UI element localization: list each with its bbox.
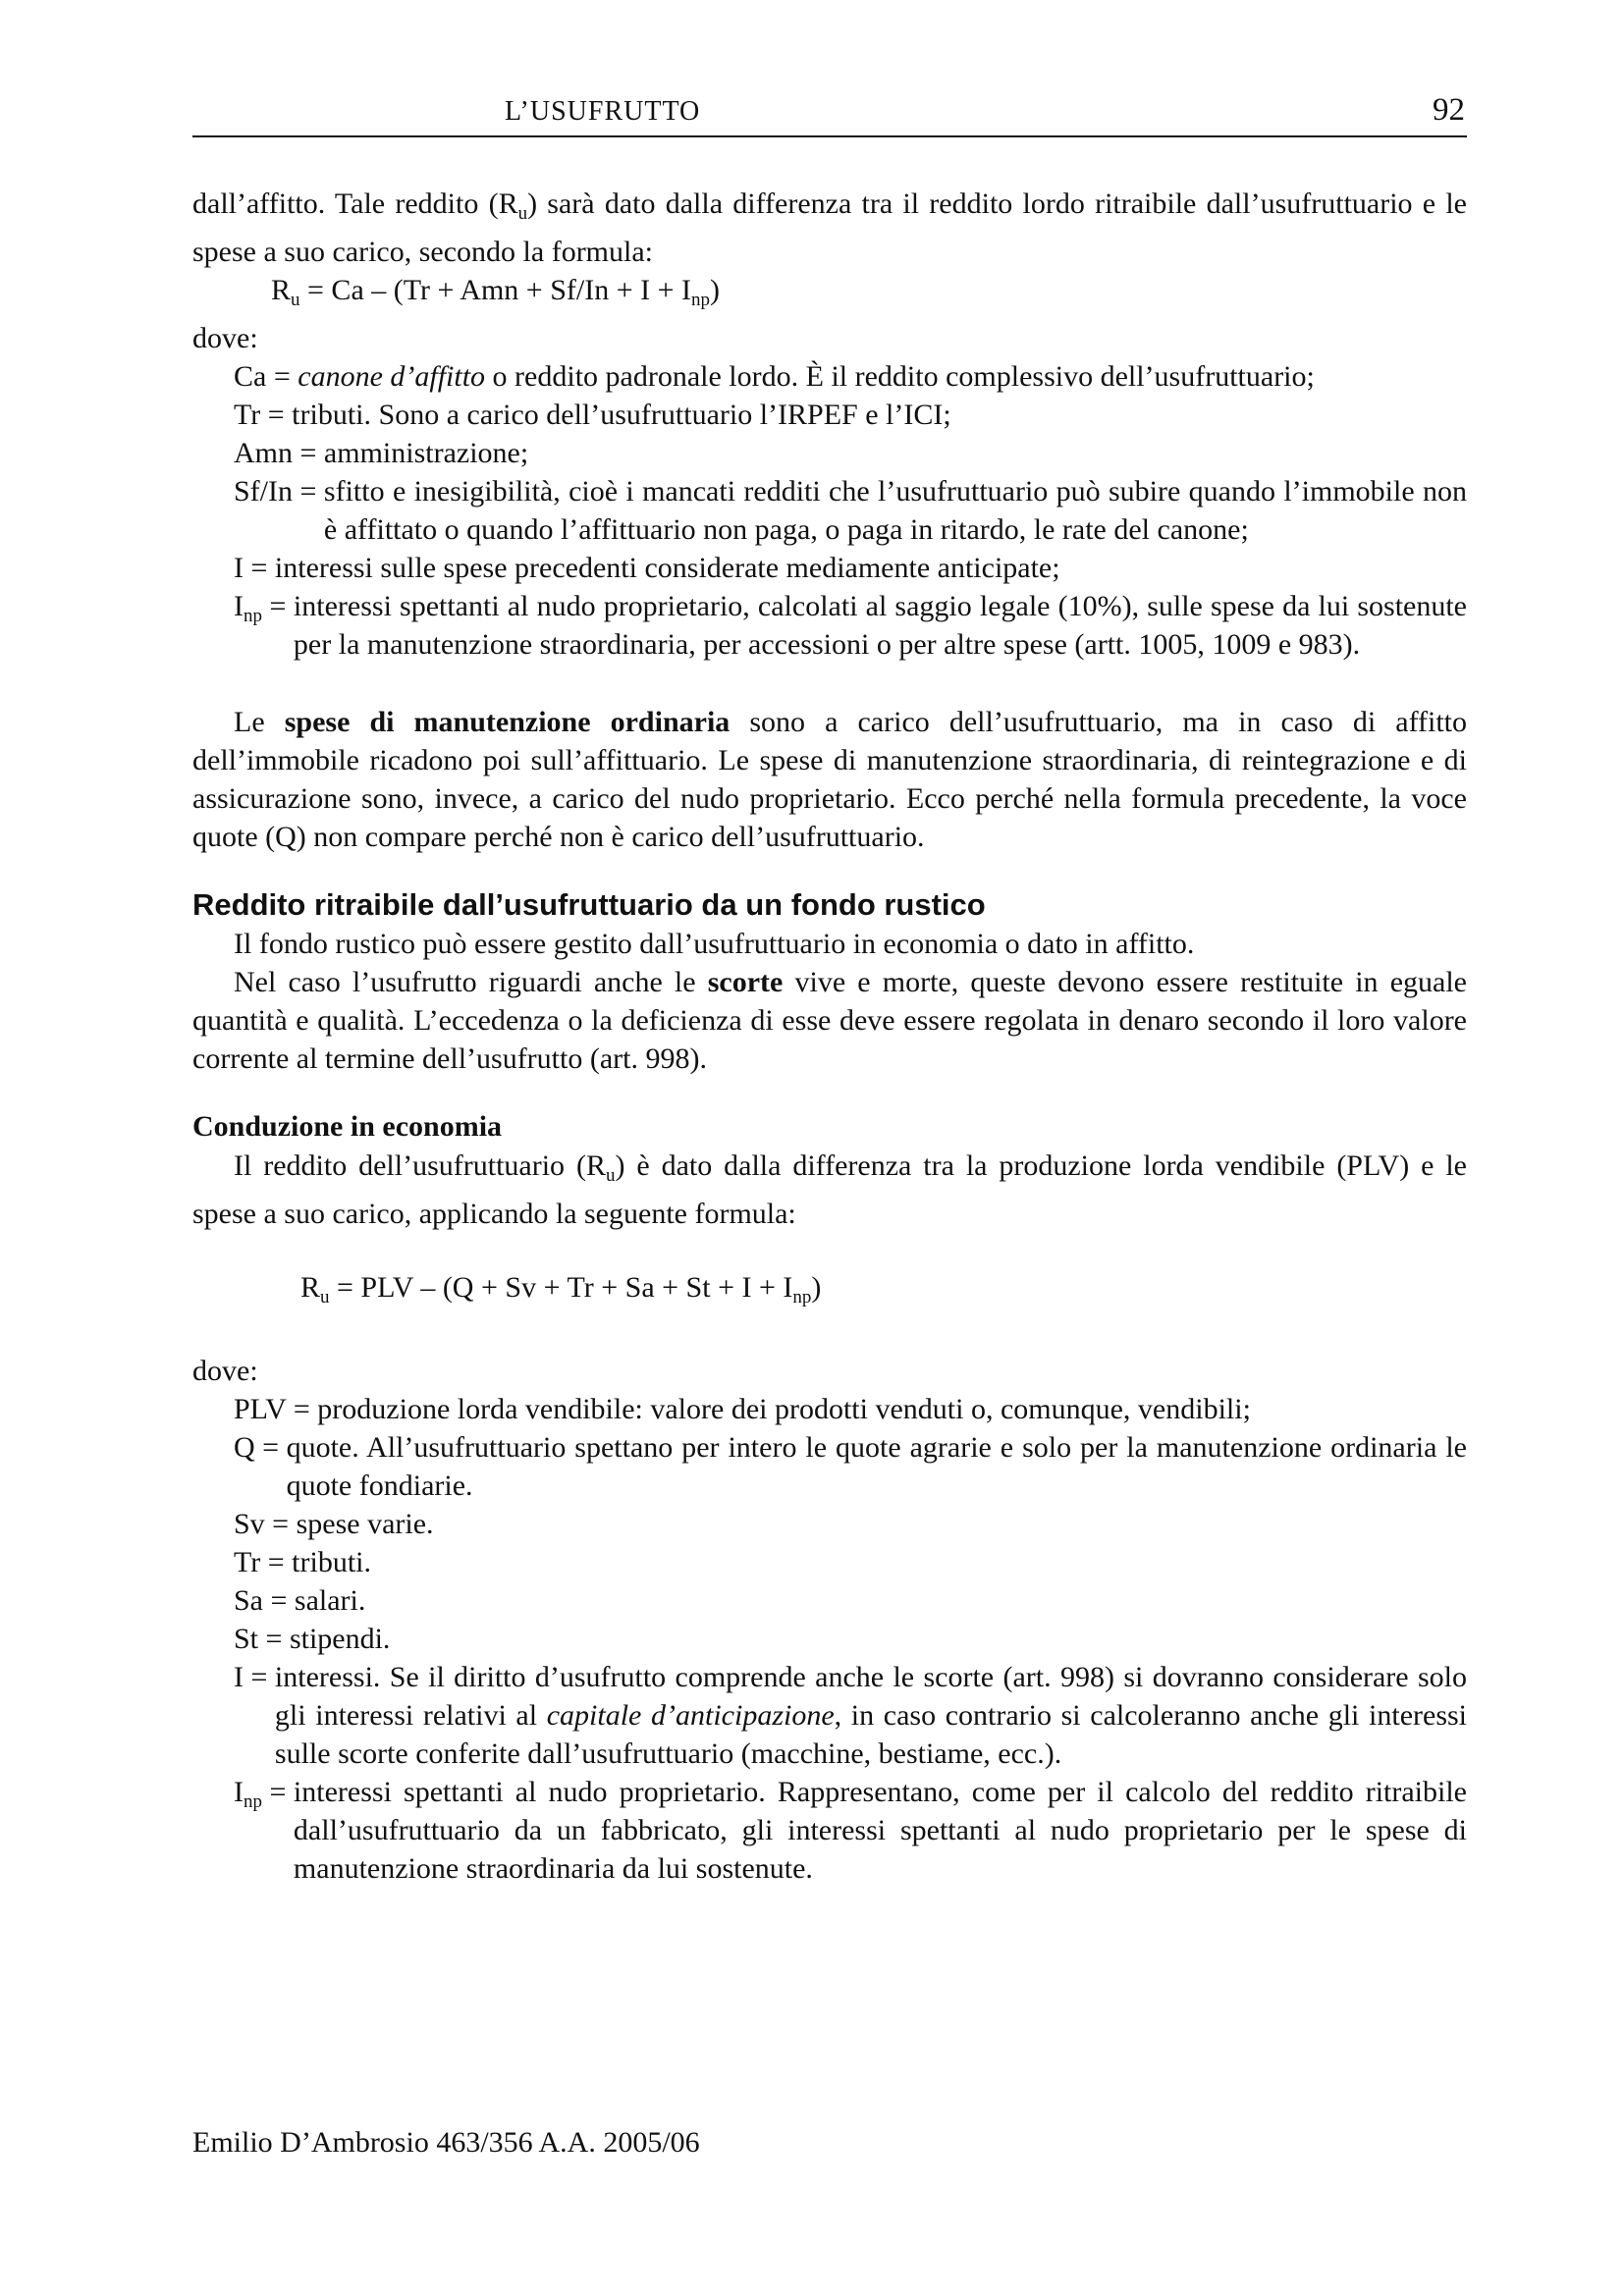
formula2-rhs-a: = PLV – (Q + Sv + Tr + Sa + St + I + I — [329, 1271, 793, 1304]
formula1-lhs: R — [271, 274, 292, 306]
spacer — [192, 856, 1467, 885]
def-tr: Tr = tributi. Sono a carico dell’usufruttuario l’IRPEF e l’ICI; — [234, 399, 951, 431]
spacer — [192, 1078, 1467, 1107]
def-q — [192, 1428, 1467, 1505]
formula-economia — [192, 1268, 1467, 1316]
def-inp-desc: interessi spettanti al nudo proprietario, calcolati al saggio legale (10%), sulle spese da lui sostenute per la manutenzione straordinaria, per accessioni o per altre spese (artt. 1005, 1009 e 983). — [293, 590, 1467, 661]
paragraph-fondo-1: Il fondo rustico può essere gestito dall’usufruttuario in economia o dato in affitto. — [234, 928, 1195, 960]
intro-paragraph — [192, 185, 1467, 271]
def-i2-term: I = — [234, 1661, 275, 1693]
paragraph-conduzione — [192, 1147, 1467, 1233]
manutenzione-text-b: sono a carico dell’usufruttuario, ma in caso di affitto dell’immobile ricadono poi sull’affittuario. Le spese di manutenzione straordinaria, di reintegrazione e di assicurazione sono, invece, a carico del nudo proprietario. Ecco perché nella formula precedente, la voce quote (Q) non compare perché non è carico dell’usufruttuario. — [192, 706, 1468, 853]
fondo-p2-text-b: vive e morte, queste devono essere restituite in eguale quantità e qualità. L’eccedenza o la deficienza di esse deve essere regolata in denaro secondo il loro valore corrente al termine dell’usufrutto (art. 998). — [192, 966, 1467, 1075]
subsection-heading-conduzione: Conduzione in economia — [192, 1110, 503, 1143]
def-inp2-desc: interessi spettanti al nudo proprietario. Rappresentano, come per il calcolo del reddito ritraibile dall’usufruttuario da un fabbricato, gli interessi spettanti al nudo proprietario per le spese di manutenzione straordinaria da lui sostenute. — [293, 1776, 1467, 1885]
body-text — [192, 185, 1467, 1888]
def-inp-term-letter: I — [234, 590, 244, 622]
manutenzione-bold: spese di manutenzione ordinaria — [284, 706, 731, 738]
def-sv: Sv = spese varie. — [234, 1508, 434, 1540]
def-sfin — [192, 472, 1467, 549]
def-inp2-term-eq: = — [262, 1776, 294, 1808]
running-title: L’USUFRUTTO — [505, 96, 701, 127]
intro-text-a: dall’affitto. Tale reddito (R — [192, 187, 518, 220]
def-inp-term-eq: = — [262, 590, 294, 622]
intro-text-b: ) sarà dato dalla differenza tra il reddito lordo ritraibile dall’usufruttuario e le spese a suo carico, secondo la formula: — [192, 187, 1467, 268]
formula-fabbricato — [192, 271, 1467, 319]
spacer — [192, 664, 1467, 703]
fondo-p2-text-a: Nel caso l’usufrutto riguardi anche le — [234, 966, 708, 998]
intro-subscript: u — [517, 203, 528, 224]
def-ca-term: Ca = — [234, 360, 298, 393]
page-header — [192, 92, 1467, 137]
def-i: I = interessi sulle spese precedenti considerate mediamente anticipate; — [234, 552, 1060, 584]
formula1-rhs-b: ) — [710, 274, 721, 306]
def-i-2 — [192, 1658, 1467, 1773]
def-st: St = stipendi. — [234, 1623, 391, 1655]
formula2-rhs-sub: np — [792, 1287, 812, 1308]
dove-label-2: dove: — [192, 1355, 258, 1387]
def-inp2-term-letter: I — [234, 1776, 244, 1808]
def-inp-term — [234, 587, 294, 664]
def-inp-term-sub: np — [244, 606, 262, 626]
def-ca-italic: canone d’affitto — [298, 360, 486, 393]
formula2-lhs: R — [300, 1271, 321, 1304]
dove-label: dove: — [192, 322, 258, 354]
formula2-rhs-b: ) — [811, 1271, 822, 1304]
paragraph-manutenzione — [192, 703, 1467, 856]
def-q-term: Q = — [234, 1431, 287, 1464]
def-i2-desc-b: , in caso contrario si calcoleranno anche gli interessi sulle scorte conferite dall’usufruttuario (macchine, bestiame, ecc.). — [274, 1699, 1468, 1770]
page-footer: Emilio D’Ambrosio 463/356 A.A. 2005/06 — [192, 2126, 700, 2159]
conduzione-text-a: Il reddito dell’usufruttuario (R — [234, 1149, 606, 1182]
def-inp2-term — [234, 1773, 294, 1888]
def-ca — [192, 357, 1467, 396]
def-inp-2 — [192, 1773, 1467, 1888]
formula1-lhs-sub: u — [291, 290, 300, 310]
def-ca-rest: o reddito padronale lordo. È il reddito complessivo dell’usufruttuario; — [485, 360, 1315, 393]
paragraph-fondo-2 — [192, 963, 1467, 1078]
conduzione-text-b: ) è dato dalla differenza tra la produzione lorda vendibile (PLV) e le spese a suo carico, applicando la seguente formula: — [192, 1149, 1467, 1230]
def-inp2-term-sub: np — [244, 1791, 262, 1812]
def-plv: PLV = produzione lorda vendibile: valore dei prodotti venduti o, comunque, vendibili; — [234, 1393, 1251, 1425]
def-sfin-desc: sfitto e inesigibilità, cioè i mancati redditi che l’usufruttuario può subire quando l’immobile non è affittato o quando l’affittuario non paga, o paga in ritardo, le rate del canone; — [323, 475, 1467, 546]
def-sa: Sa = salari. — [234, 1584, 366, 1617]
section-heading-fondo-rustico: Reddito ritraibile dall’usufruttuario da un fondo rustico — [192, 887, 986, 922]
page-number: 92 — [1433, 92, 1465, 128]
formula2-lhs-sub: u — [320, 1287, 330, 1308]
def-amn: Amn = amministrazione; — [234, 437, 529, 469]
definition-list-economia — [192, 1390, 1467, 1888]
manutenzione-text-a: Le — [234, 706, 285, 738]
fondo-p2-bold: scorte — [707, 966, 784, 998]
formula1-rhs-a: = Ca – (Tr + Amn + Sf/In + I + I — [299, 274, 692, 306]
def-i2-italic: capitale d’anticipazione — [546, 1699, 835, 1732]
definition-list-fabbricato — [192, 357, 1467, 664]
def-inp — [192, 587, 1467, 664]
def-i2-desc — [275, 1658, 1467, 1773]
def-q-desc: quote. All’usufruttuario spettano per intero le quote agrarie e solo per la manutenzione ordinaria le quote fondiarie. — [286, 1431, 1467, 1502]
formula1-rhs-sub: np — [691, 290, 711, 310]
def-sfin-term: Sf/In = — [234, 475, 324, 507]
conduzione-subscript: u — [605, 1165, 616, 1186]
def-tr-2: Tr = tributi. — [234, 1546, 372, 1578]
def-i2-desc-a: interessi. Se il diritto d’usufrutto comprende anche le scorte (art. 998) si dovranno considerare solo gli interessi relativi al — [274, 1661, 1467, 1732]
